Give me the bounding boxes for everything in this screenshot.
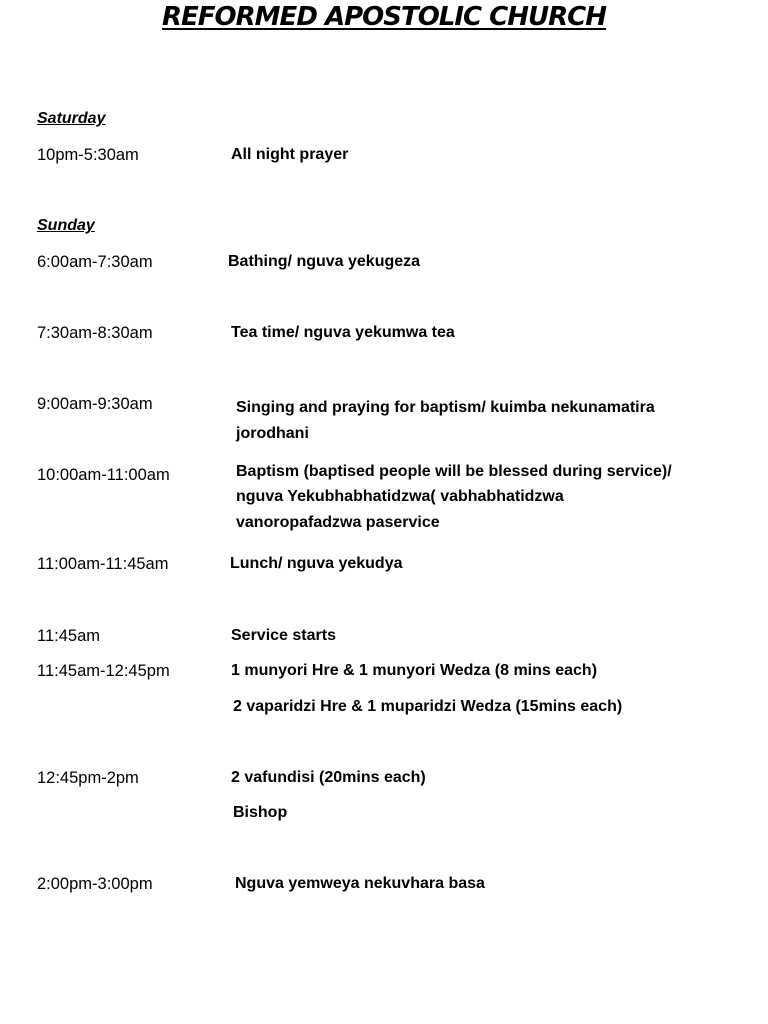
activity-line: jorodhani [236,425,309,442]
activity: Bishop [233,804,288,821]
activity-line: Singing and praying for baptism/ kuimba nekunamatira [236,399,655,416]
activity: Tea time/ nguva yekumwa tea [231,324,455,341]
activity-line: nguva Yekubhabhatidzwa( vabhabhatidzwa [236,488,564,505]
time-slot: 11:45am-12:45pm [37,662,170,680]
time-slot: 11:45am [37,627,100,645]
activity-line: vanoropafadzwa paservice [236,514,440,531]
activity: Nguva yemweya nekuvhara basa [235,875,485,892]
activity-line: Baptism (baptised people will be blessed during service)/ [236,463,672,480]
day-heading-saturday: Saturday [37,110,106,127]
activity: Bathing/ nguva yekugeza [228,253,421,270]
activity: Lunch/ nguva yekudya [230,555,403,572]
day-heading-sunday: Sunday [37,217,95,234]
time-slot: 10:00am-11:00am [37,466,170,484]
activity: 2 vaparidzi Hre & 1 muparidzi Wedza (15mins each) [233,698,623,715]
activity: 1 munyori Hre & 1 munyori Wedza (8 mins each) [231,662,598,679]
time-slot: 9:00am-9:30am [37,395,153,413]
activity: All night prayer [231,146,349,163]
time-slot: 2:00pm-3:00pm [37,875,153,893]
page-title: REFORMED APOSTOLIC CHURCH [162,2,606,32]
time-slot: 6:00am-7:30am [37,253,153,271]
activity: Service starts [231,627,336,644]
time-slot: 12:45pm-2pm [37,769,139,787]
time-slot: 10pm-5:30am [37,146,139,164]
activity: 2 vafundisi (20mins each) [231,769,426,786]
time-slot: 7:30am-8:30am [37,324,153,342]
time-slot: 11:00am-11:45am [37,555,169,573]
